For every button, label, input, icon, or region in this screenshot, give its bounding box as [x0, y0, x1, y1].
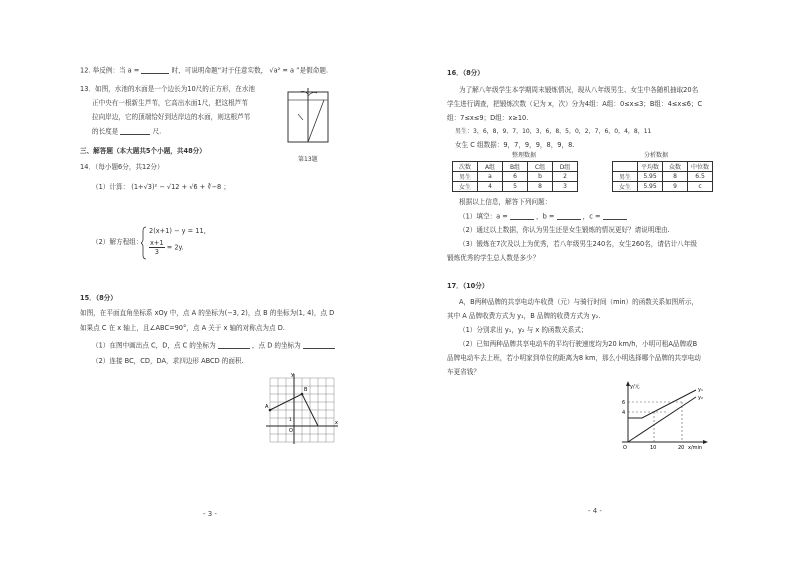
table-cell	[613, 162, 638, 172]
q12-formula: √a² = a	[269, 66, 295, 75]
q15-x-axis-label: x	[335, 420, 338, 426]
q16-table-analysis	[612, 161, 713, 192]
table-cell: 男生	[613, 172, 638, 182]
page-number-3: - 3 -	[203, 510, 217, 518]
q13-line-3: 拉向岸边，它的顶端恰好到达岸边的水面，则这根芦苇	[92, 113, 251, 121]
table-cell: 女生	[613, 182, 638, 192]
q17-line-y2-label: y₂	[698, 395, 703, 401]
table-cell: 5	[503, 182, 528, 192]
table-cell: B组	[503, 162, 528, 172]
q16-line-1: 为了解八年级学生本学期周末锻炼情况，现从八年级男生、女生中各随机抽取20名	[459, 86, 699, 94]
q15-point-b-label: B	[304, 387, 308, 393]
q13-figure-caption: 第13题	[298, 156, 318, 163]
q16-sub3-line-2: 锻炼优秀的学生总人数是多少？	[447, 254, 540, 262]
q14-system-brace	[141, 226, 147, 260]
table-cell: 4	[478, 182, 503, 192]
q13-figure	[286, 84, 336, 154]
q14-part1-label: （1）计算：	[92, 183, 130, 191]
q16-sub2: （2）通过以上数据，你认为男生还是女生锻炼的情况更好？请说明理由.	[459, 226, 670, 234]
page-number-4: - 4 -	[588, 507, 602, 515]
q16-title: 16．（8分）	[447, 69, 484, 77]
q16-sub3-line-1: （3）锻炼在7次及以上为优秀，若八年级男生240名，女生260名，请估计八年级	[459, 240, 697, 248]
q12-suffix: 时，可说明命题“对于任意实数，	[171, 66, 268, 75]
q12-prefix: 举反例：当 a =	[92, 66, 140, 75]
q17-line-y1-label: y₁	[698, 387, 703, 393]
table-cell: b	[528, 172, 553, 182]
q16-female-data: 女生 C 组数据：9，7，9，9，8，9，8.	[455, 141, 575, 149]
q14-title: 14．（每小题6分，共12分）	[80, 163, 164, 171]
table-cell: 6	[503, 172, 528, 182]
q13-line-4	[92, 128, 161, 135]
table-row	[453, 162, 578, 172]
q17-y-tick-4: 4	[622, 410, 626, 416]
q15-point-a-label: A	[265, 404, 269, 410]
q14-part2-label: （2）解方程组：	[92, 238, 143, 246]
q14-eq2	[149, 240, 184, 255]
q16-sub1-b-label: ，b =	[536, 212, 555, 221]
q17-sub1: （1）分别求出 y₁，y₂ 与 x 的函数关系式；	[459, 326, 588, 334]
table-cell: 3	[553, 182, 578, 192]
table-cell: 6.5	[688, 172, 713, 182]
q16-line-2: 学生进行调查，把锻炼次数（记为 x，次）分为4组：A组：0≤x≤3；B组：4≤x≤6；C	[447, 100, 703, 108]
q15-point-d-blank[interactable]	[303, 342, 335, 349]
table-cell: a	[478, 172, 503, 182]
q17-x-tick-20: 20	[678, 445, 685, 450]
q15-part1-mid: ，点 D 的坐标为	[251, 341, 301, 350]
q15-part1	[92, 342, 335, 349]
q15-line-2: 如果点 C 在 x 轴上，且∠ABC=90°，点 A 关于 x 轴的对称点为点 D.	[80, 324, 285, 332]
table-cell: 女生	[453, 182, 478, 192]
table-cell: 次数	[453, 162, 478, 172]
q16-line-3: 组：7≤x≤9；D组：x≥10.	[447, 114, 529, 122]
q16-b-blank[interactable]	[557, 213, 581, 220]
q16-sub1	[459, 213, 627, 220]
q17-line-1: A，B两种品牌的共享电动车收费（元）与骑行时间（min）的函数关系如图所示，	[459, 298, 699, 306]
q14-eq2-denominator: 3	[154, 247, 159, 256]
table-cell: C组	[528, 162, 553, 172]
table-cell: 2	[553, 172, 578, 182]
q17-sub2-line-1: （2）已知两种品牌共享电动车的平均行驶速度均为20 km/h，小明可租A品牌或B	[459, 340, 698, 348]
q16-a-blank[interactable]	[510, 213, 534, 220]
table-row	[613, 182, 713, 192]
q15-point-c-blank[interactable]	[218, 342, 250, 349]
q14-eq2-rest: = 2y.	[166, 243, 184, 252]
table-cell: 9	[663, 182, 688, 192]
q16-sub1-a-label: （1）填空：a =	[459, 212, 508, 221]
q15-part1-text: （1）在图中画出点 C，D，点 C 的坐标为	[92, 341, 216, 350]
q15-coordinate-grid	[262, 370, 342, 450]
q12-number: 12.	[80, 66, 91, 75]
table-cell: 8	[663, 172, 688, 182]
q13-line-4-text: 的长度是	[92, 127, 119, 136]
table-cell: 5.95	[638, 182, 663, 192]
q16-table2-title: 分析数据	[644, 152, 669, 159]
q12-line	[80, 67, 328, 74]
q16-sub1-c-label: ，c =	[582, 212, 601, 221]
q17-y-axis-label: y/元	[630, 384, 640, 390]
q16-table1-title: 整理数据	[512, 152, 537, 159]
q15-unit-label: 1	[289, 418, 292, 423]
q13-line-2: 正中央有一根新生芦苇，它高出水面1尺，把这根芦苇	[92, 99, 248, 107]
table-cell: c	[688, 182, 713, 192]
q15-title: 15．（8分）	[80, 294, 117, 302]
table-cell: D组	[553, 162, 578, 172]
table-cell: 众数	[663, 162, 688, 172]
q17-sub2-line-2: 品牌电动车去上班，若小明家到单位的距离为8 km，那么小明选择哪个品牌的共享电动	[447, 354, 701, 362]
q13-line-1: 13．如图，水池的水面是一个边长为10尺的正方形，在水池	[80, 85, 256, 93]
q15-y-axis-label: y	[291, 372, 294, 378]
table-row	[453, 182, 578, 192]
q15-part2: （2）连接 BC，CD，DA，求四边形 ABCD 的面积.	[92, 357, 244, 365]
q17-x-tick-10: 10	[650, 445, 657, 450]
q16-prompt: 根据以上信息，解答下列问题：	[459, 198, 552, 206]
q13-unit: 尺.	[152, 127, 162, 136]
table-cell: 男生	[453, 172, 478, 182]
q17-line-2: 其中 A 品牌收费方式为 y₁，B 品牌的收费方式为 y₂.	[447, 312, 601, 320]
q13-answer-blank[interactable]	[120, 128, 150, 135]
q16-table-organized	[452, 161, 578, 192]
q16-c-blank[interactable]	[603, 213, 627, 220]
table-row	[453, 172, 578, 182]
q14-part1-formula: (1+√3)² − √12 + √6 + ∛−8 ；	[131, 183, 230, 191]
q16-male-data: 男生：3，6，8，9，7，10，3，6，8，5，0，2，7，6，0，4，8，11	[455, 128, 652, 135]
q17-y-tick-6: 6	[622, 400, 626, 406]
q17-title: 17．（10分）	[447, 282, 489, 290]
q17-origin-label: O	[623, 445, 627, 450]
q14-eq1: 2(x+1) − y = 11,	[149, 227, 206, 235]
table-cell: 5.95	[638, 172, 663, 182]
q12-tail: ”是假命题.	[296, 66, 329, 75]
table-row	[613, 162, 713, 172]
q14-part1	[92, 184, 230, 191]
table-cell: A组	[478, 162, 503, 172]
q15-origin-label: O	[289, 428, 293, 434]
q15-line-1: 如图，在平面直角坐标系 xOy 中，点 A 的坐标为(−3, 2)，点 B 的坐标为(1, 4)，点 D	[80, 309, 335, 317]
q17-sub2-line-3: 车更省钱？	[447, 368, 480, 376]
table-cell: 中位数	[688, 162, 713, 172]
q17-function-graph	[614, 380, 710, 450]
table-cell: 平均数	[638, 162, 663, 172]
q14-eq2-numerator: x+1	[150, 239, 164, 247]
table-row	[613, 172, 713, 182]
q17-x-axis-label: x/min	[688, 445, 703, 450]
q12-answer-blank[interactable]	[141, 67, 169, 74]
section-3-heading: 三、解答题（本大题共5个小题，共48分）	[80, 147, 206, 155]
table-cell: 8	[528, 182, 553, 192]
